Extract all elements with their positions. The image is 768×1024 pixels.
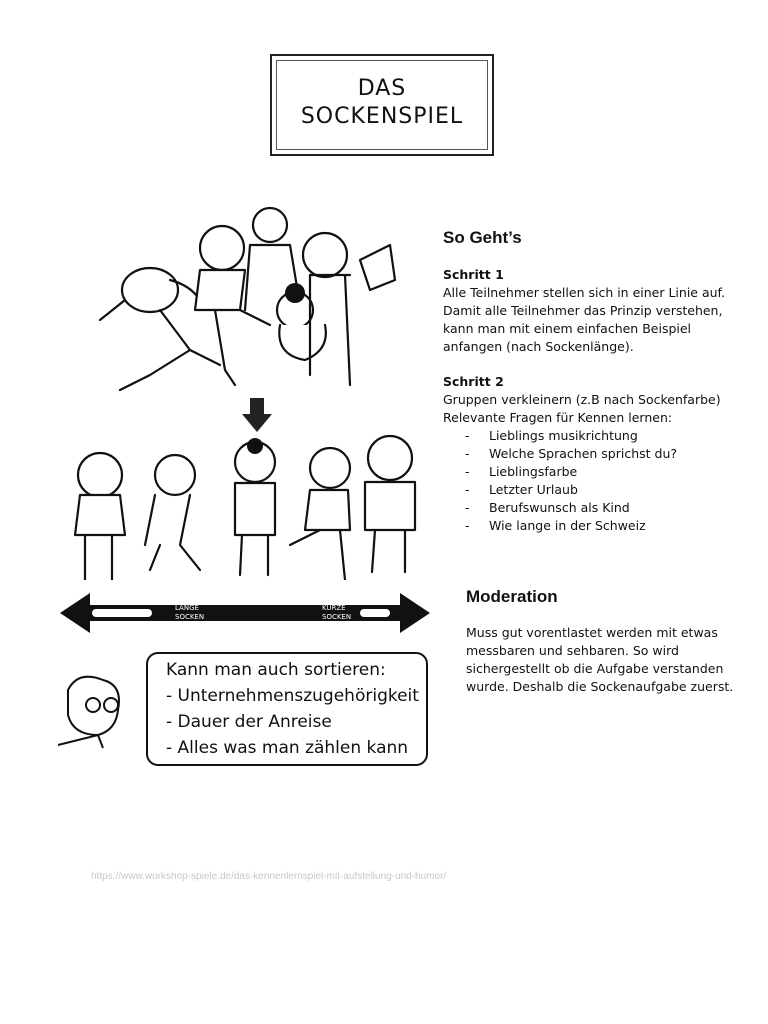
list-item: - Welche Sprachen sprichst du? xyxy=(443,445,753,463)
step-1-line-4: anfangen (nach Sockenlänge). xyxy=(443,339,634,354)
bubble-line-4: - Alles was man zählen kann xyxy=(166,738,409,758)
ponytail-person xyxy=(303,233,395,385)
bubble-line-3: - Dauer der Anreise xyxy=(166,712,332,732)
moderator-face-icon xyxy=(48,670,148,750)
lineup-person-2 xyxy=(145,455,200,570)
title-line-1: DAS xyxy=(357,76,407,101)
step-1-line-2: Damit alle Teilnehmer das Prinzip verstehen, xyxy=(443,303,723,318)
step-2-line-1: Gruppen verkleinern (z.B nach Sockenfarbe) xyxy=(443,392,721,407)
lineup-person-3 xyxy=(235,442,275,575)
moderation-line-4: wurde. Deshalb die Sockenaufgabe zuerst. xyxy=(466,679,734,694)
list-item: - Wie lange in der Schweiz xyxy=(443,517,753,535)
list-item: - Lieblings musikrichtung xyxy=(443,427,753,445)
curly-person xyxy=(277,292,326,360)
arrow-label-right-2: SOCKEN xyxy=(322,613,352,621)
people-illustration xyxy=(50,200,440,580)
bubble-line-2: - Unternehmenszugehörigkeit xyxy=(166,686,419,706)
bubble-line-1: Kann man auch sortieren: xyxy=(166,660,386,680)
moderation-heading: Moderation xyxy=(466,587,558,606)
moderation-line-2: messbaren und sehbaren. So wird xyxy=(466,643,679,658)
kicking-person xyxy=(195,226,270,385)
sock-length-arrow xyxy=(60,588,430,638)
how-heading: So Geht’s xyxy=(443,228,522,247)
speech-bubble xyxy=(146,652,428,766)
arrow-label-right-1: KURZE xyxy=(322,604,346,612)
long-sock-icon xyxy=(92,609,152,617)
step-2-title: Schritt 2 xyxy=(443,374,504,389)
moderation-text xyxy=(466,624,756,696)
arrow-label-left-2: SOCKEN xyxy=(175,613,205,621)
list-item: - Lieblingsfarbe xyxy=(443,463,753,481)
list-item: - Letzter Urlaub xyxy=(443,481,753,499)
moderation-line-3: sichergestellt ob die Aufgabe verstanden xyxy=(466,661,724,676)
lineup-person-5 xyxy=(365,436,415,572)
title-line-2: SOCKENSPIEL xyxy=(300,104,464,129)
questions-list xyxy=(443,427,753,535)
step-1-line-1: Alle Teilnehmer stellen sich in einer Linie auf. xyxy=(443,285,726,300)
moderator-speech xyxy=(48,650,428,770)
moderation-line-1: Muss gut vorentlastet werden mit etwas xyxy=(466,625,718,640)
step-1-title: Schritt 1 xyxy=(443,267,504,282)
down-arrow-icon xyxy=(242,398,272,432)
arrow-label-left-1: LANGE xyxy=(175,604,199,612)
step-1-line-3: kann man mit einem einfachen Beispiel xyxy=(443,321,692,336)
lineup-person-4 xyxy=(290,448,350,580)
step-1 xyxy=(443,266,753,356)
lineup-person-1 xyxy=(75,453,125,580)
short-sock-icon xyxy=(360,609,390,617)
list-item: - Berufswunsch als Kind xyxy=(443,499,753,517)
step-2-line-2: Relevante Fragen für Kennen lernen: xyxy=(443,410,673,425)
source-url[interactable]: https://www.workshop-spiele.de/das-kennenlernspiel-mit-aufstellung-und-humor/ xyxy=(91,871,447,882)
step-2 xyxy=(443,373,753,535)
title-box xyxy=(270,54,494,156)
